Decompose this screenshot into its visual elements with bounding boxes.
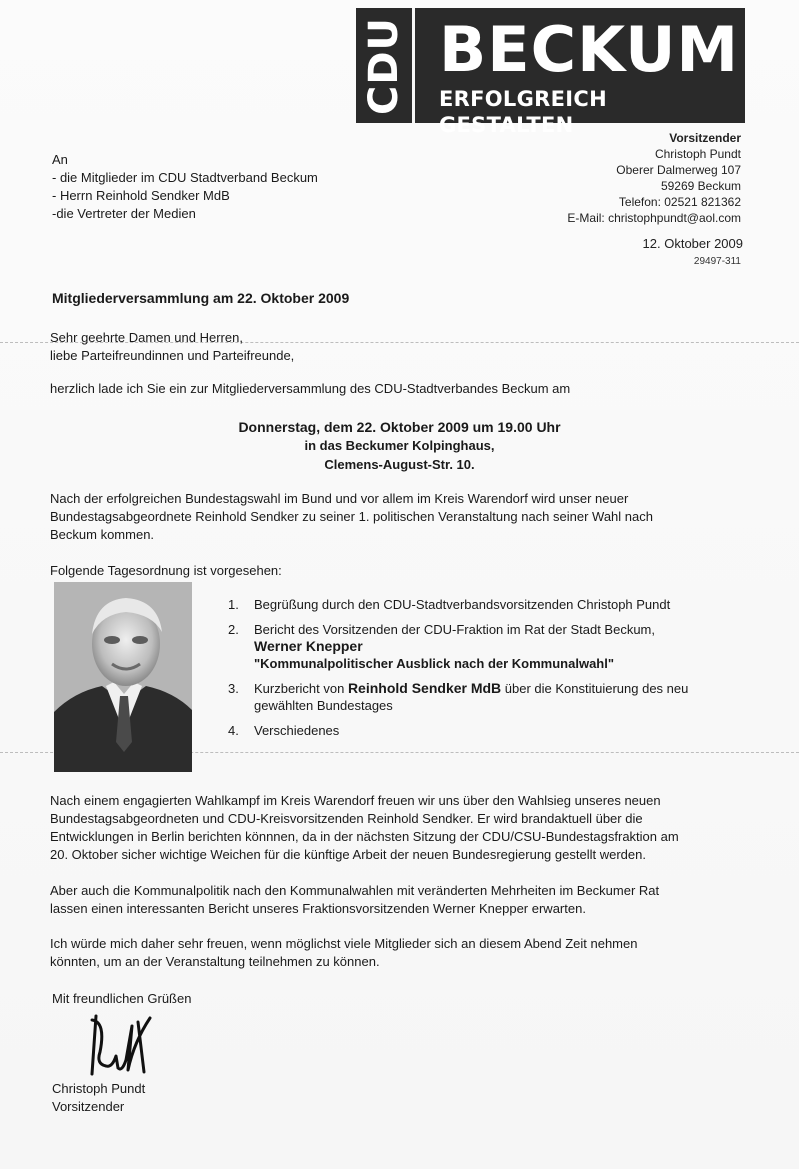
agenda-text-block	[254, 680, 688, 714]
paragraph-line: Ich würde mich daher sehr freuen, wenn möglichst viele Mitglieder sich an diesem Abend Zeit nehmen	[50, 936, 638, 951]
sender-street: Oberer Dalmerweg 107	[616, 163, 741, 177]
agenda-speaker: Werner Knepper	[254, 638, 363, 654]
logo-city: BECKUM	[439, 13, 740, 86]
agenda-text-block	[254, 621, 655, 672]
agenda-text: Begrüßung durch den CDU-Stadtverbandsvorsitzenden Christoph Pundt	[254, 597, 671, 612]
paragraph-2	[50, 792, 750, 864]
recipient-line: An	[52, 152, 68, 167]
agenda-text-line2: gewählten Bundestages	[254, 698, 393, 713]
paragraph-line: 20. Oktober sicher wichtige Weichen für die künftige Arbeit der neuen Bundesregierung gestellt werden.	[50, 847, 646, 862]
agenda-speaker: Reinhold Sendker MdB	[347, 680, 502, 696]
paragraph-line: Entwicklungen in Berlin berichten könnnen, da in der nächsten Sitzung der CDU/CSU-Bundestagsfraktion am	[50, 829, 679, 844]
sender-email: E-Mail: christophpundt@aol.com	[567, 211, 741, 225]
event-line-address: Clemens-August-Str. 10.	[324, 457, 475, 472]
paragraph-line: lassen einen interessanten Bericht unseres Fraktionsvorsitzenden Werner Knepper erwarten.	[50, 901, 586, 916]
handwritten-signature	[82, 1012, 156, 1084]
agenda-topic: "Kommunalpolitischer Ausblick nach der Kommunalwahl"	[254, 656, 615, 671]
cdu-beckum-logo	[356, 8, 745, 137]
event-line-date: Donnerstag, dem 22. Oktober 2009 um 19.00 Uhr	[238, 419, 561, 435]
invite-text: herzlich lade ich Sie ein zur Mitgliederversammlung des CDU-Stadtverbandes Beckum am	[50, 381, 571, 396]
agenda-text: Verschiedenes	[254, 723, 340, 738]
paragraph-line: Bundestagsabgeordnete Reinhold Sendker zu seiner 1. politischen Veranstaltung nach seiner Wahl nach	[50, 509, 653, 524]
portrait-illustration	[54, 582, 192, 772]
agenda-number: 3.	[228, 681, 239, 696]
paragraph-4	[50, 935, 750, 971]
sender-block	[567, 130, 741, 226]
sender-role: Vorsitzender	[669, 131, 741, 145]
sender-city: 59269 Beckum	[660, 179, 741, 193]
recipients-block	[52, 151, 318, 223]
logo-cdu-block	[356, 8, 415, 123]
agenda-list	[228, 596, 748, 747]
logo-slogan: ERFOLGREICH GESTALTEN	[439, 87, 607, 137]
salutation	[50, 329, 750, 365]
paragraph-line: könnten, um an der Veranstaltung teilnehmen zu können.	[50, 954, 380, 969]
agenda-number: 1.	[228, 597, 239, 612]
agenda-text-pre: Kurzbericht von	[254, 681, 348, 696]
signature-title: Vorsitzender	[52, 1099, 125, 1114]
signature-block	[52, 1080, 145, 1116]
letter-date: 12. Oktober 2009	[642, 236, 743, 251]
paragraph-line: Beckum kommen.	[50, 527, 155, 542]
logo-text-block	[415, 8, 745, 137]
salutation-line: liebe Parteifreundinnen und Parteifreunde,	[50, 348, 295, 363]
agenda-item	[228, 621, 748, 672]
salutation-line: Sehr geehrte Damen und Herren,	[50, 330, 243, 345]
paragraph-1	[50, 490, 750, 544]
portrait-photo	[54, 582, 192, 772]
paragraph-line: Aber auch die Kommunalpolitik nach den Kommunalwahlen mit veränderten Mehrheiten im Beckumer Rat	[50, 883, 660, 898]
paragraph-3	[50, 882, 750, 918]
recipient-line: - die Mitglieder im CDU Stadtverband Beckum	[52, 170, 318, 185]
recipient-line: -die Vertreter der Medien	[52, 206, 196, 221]
letter-subject: Mitgliederversammlung am 22. Oktober 2009	[52, 290, 350, 306]
sender-phone: Telefon: 02521 821362	[618, 195, 741, 209]
sender-name: Christoph Pundt	[654, 147, 741, 161]
paragraph-line: Nach einem engagierten Wahlkampf im Kreis Warendorf freuen wir uns über den Wahlsieg unseres neuen	[50, 793, 661, 808]
agenda-intro: Folgende Tagesordnung ist vorgesehen:	[50, 563, 282, 578]
closing-greeting: Mit freundlichen Grüßen	[52, 991, 192, 1006]
recipient-line: - Herrn Reinhold Sendker MdB	[52, 188, 230, 203]
agenda-number: 2.	[228, 622, 239, 637]
signature-name: Christoph Pundt	[52, 1081, 146, 1096]
logo-party: CDU	[361, 16, 408, 115]
reference-number: 29497-311	[693, 256, 741, 267]
agenda-text: Bericht des Vorsitzenden der CDU-Fraktion im Rat der Stadt Beckum,	[254, 622, 655, 637]
agenda-number: 4.	[228, 723, 239, 738]
agenda-item	[228, 722, 748, 739]
paragraph-line: Nach der erfolgreichen Bundestagswahl im Bund und vor allem im Kreis Warendorf wird unser neuer	[50, 491, 629, 506]
paragraph-line: Bundestagsabgeordneten und CDU-Kreisvorsitzenden Reinhold Sendker. Er wird brandaktuell über die	[50, 811, 643, 826]
agenda-item	[228, 680, 748, 714]
agenda-item	[228, 596, 748, 613]
event-line-venue: in das Beckumer Kolpinghaus,	[304, 438, 495, 453]
agenda-text-post: über die Konstituierung des neu	[501, 681, 689, 696]
